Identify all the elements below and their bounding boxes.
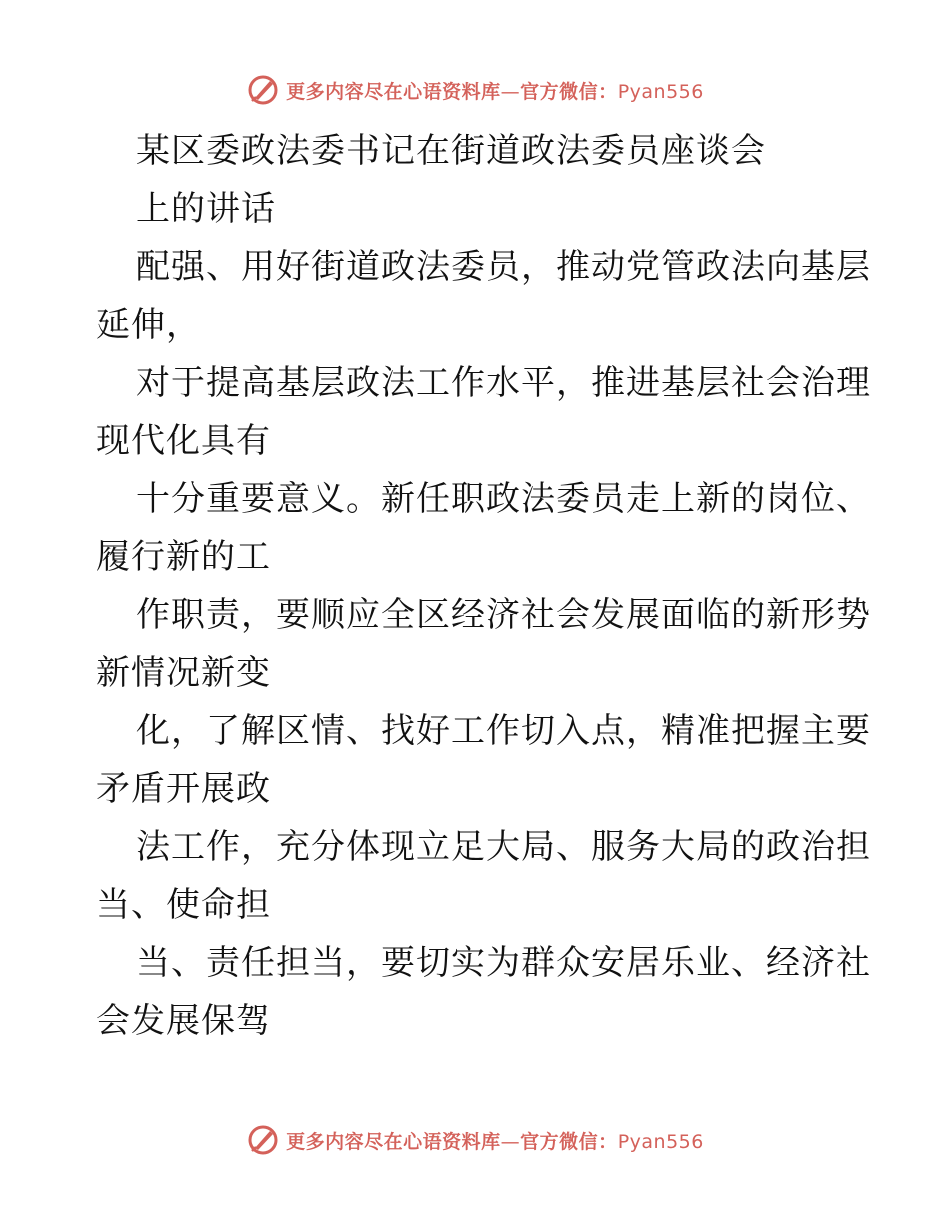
watermark-wechat-id: Pyan556 [617,80,704,103]
document-line: 现代化具有 [96,421,271,461]
watermark-dash: — [500,1130,521,1153]
document-line: 某区委政法委书记在街道政法委员座谈会 [136,131,766,171]
document-line: 延伸， [96,305,201,345]
document-line: 会发展保驾 [96,1001,271,1041]
watermark-dash: — [500,80,521,103]
watermark-wechat-label: 官方微信： [520,1130,618,1153]
document-line: 上的讲话 [136,189,276,229]
document-line: 对于提高基层政法工作水平，推进基层社会治理 [136,363,871,403]
document-line: 配强、用好街道政法委员，推动党管政法向基层 [136,247,871,287]
document-line: 当、责任担当，要切实为群众安居乐业、经济社 [136,943,871,983]
document-line: 十分重要意义。新任职政法委员走上新的岗位、 [136,479,871,519]
document-line: 作职责，要顺应全区经济社会发展面临的新形势 [136,595,871,635]
document-line: 新情况新变 [96,653,271,693]
document-body [96,122,871,1050]
watermark-banner-top [0,70,950,110]
document-line: 法工作，充分体现立足大局、服务大局的政治担 [136,827,871,867]
watermark-banner-bottom [0,1120,950,1160]
document-line: 矛盾开展政 [96,769,271,809]
watermark-text [286,1127,704,1154]
watermark-brand: 更多内容尽在心语资料库 [286,1130,501,1153]
watermark-wechat-label: 官方微信： [520,80,618,103]
quill-circle-icon [246,73,280,107]
document-line: 化，了解区情、找好工作切入点，精准把握主要 [136,711,871,751]
watermark-text [286,77,704,104]
watermark-brand: 更多内容尽在心语资料库 [286,80,501,103]
document-line: 当、使命担 [96,885,271,925]
quill-circle-icon [246,1123,280,1157]
watermark-wechat-id: Pyan556 [617,1130,704,1153]
document-line: 履行新的工 [96,537,271,577]
